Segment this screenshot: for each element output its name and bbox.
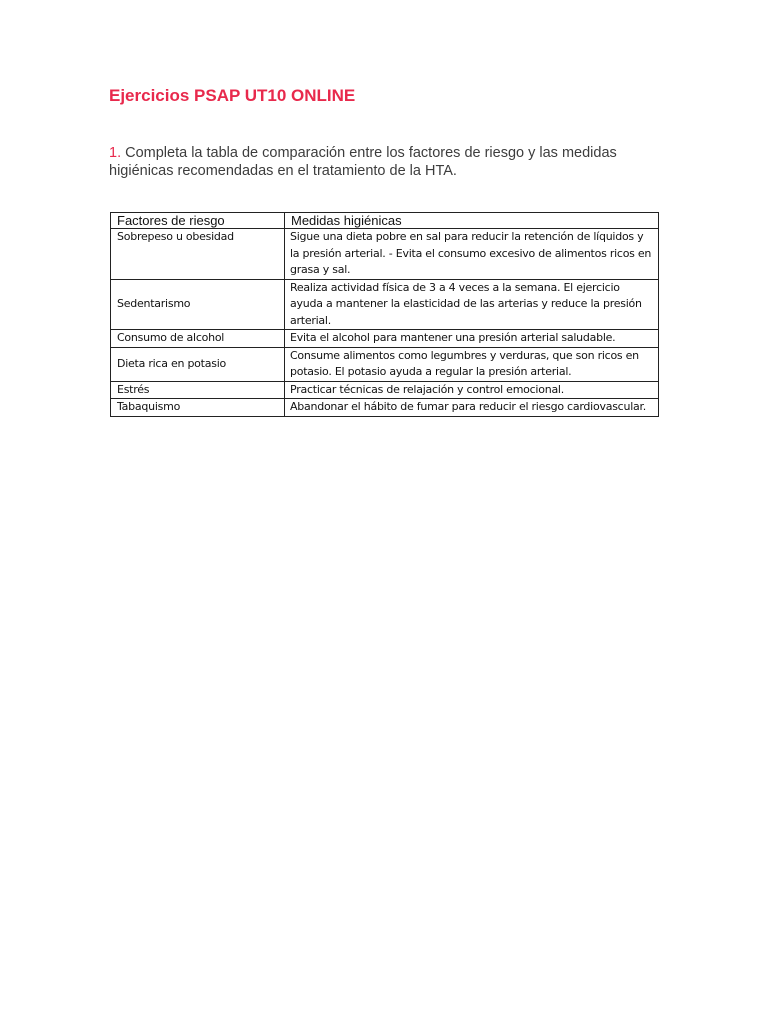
risk-factors-table xyxy=(110,212,659,417)
risk-factor-cell: Estrés xyxy=(111,381,285,399)
table-header-row xyxy=(111,213,659,229)
table-row xyxy=(111,347,659,381)
header-risk-factors: Factores de riesgo xyxy=(111,213,285,229)
measure-cell: Practicar técnicas de relajación y control emocional. xyxy=(285,381,659,399)
measure-cell: Realiza actividad física de 3 a 4 veces a la semana. El ejercicio ayuda a mantener la elasticidad de las arterias y reduce la presión arterial. xyxy=(285,279,659,330)
risk-factor-cell: Dieta rica en potasio xyxy=(111,347,285,381)
table-row xyxy=(111,399,659,417)
measure-cell: Consume alimentos como legumbres y verduras, que son ricos en potasio. El potasio ayuda a regular la presión arterial. xyxy=(285,347,659,381)
table-row xyxy=(111,229,659,280)
question-text: Completa la tabla de comparación entre los factores de riesgo y las medidas higiénicas recomendadas en el tratamiento de la HTA. xyxy=(109,145,617,179)
risk-factor-cell: Consumo de alcohol xyxy=(111,330,285,348)
question-1 xyxy=(109,144,669,180)
risk-factor-cell: Sobrepeso u obesidad xyxy=(111,229,285,280)
header-hygienic-measures: Medidas higiénicas xyxy=(285,213,659,229)
question-number: 1. xyxy=(109,145,122,161)
measure-cell: Abandonar el hábito de fumar para reducir el riesgo cardiovascular. xyxy=(285,399,659,417)
table-row xyxy=(111,381,659,399)
page-title: Ejercicios PSAP UT10 ONLINE xyxy=(109,86,356,105)
risk-factor-cell: Sedentarismo xyxy=(111,279,285,330)
measure-cell: Evita el alcohol para mantener una presión arterial saludable. xyxy=(285,330,659,348)
table-row xyxy=(111,279,659,330)
risk-factor-cell: Tabaquismo xyxy=(111,399,285,417)
measure-cell: Sigue una dieta pobre en sal para reducir la retención de líquidos y la presión arterial. - Evita el consumo excesivo de alimentos ricos en grasa y sal. xyxy=(285,229,659,280)
table-row xyxy=(111,330,659,348)
